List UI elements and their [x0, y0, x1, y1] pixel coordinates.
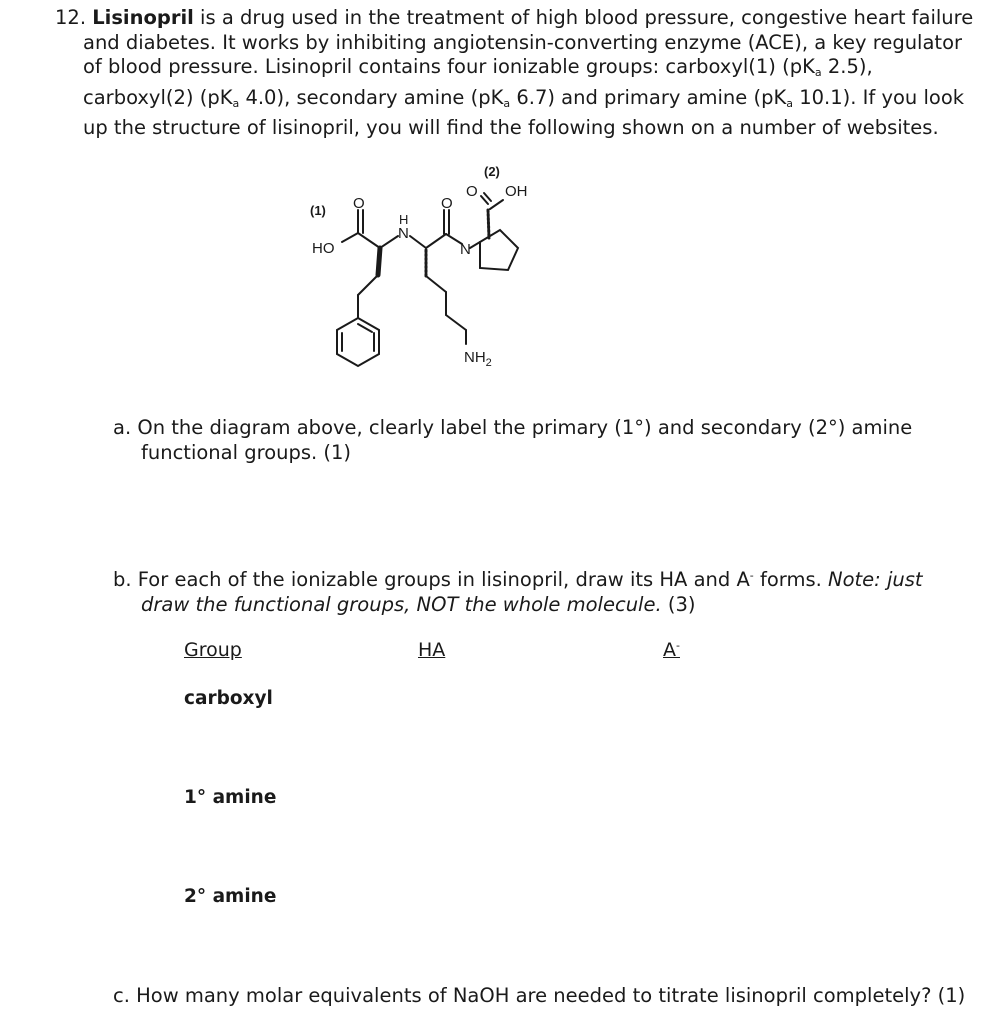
oxygen-left: O [353, 195, 365, 212]
nh2-label [464, 349, 492, 369]
bond [358, 233, 380, 248]
label-carboxyl-1: (1) [310, 203, 326, 218]
column-header-a-minus [663, 639, 680, 661]
question-line-4 [55, 85, 965, 117]
part-b-line-1 [113, 564, 923, 593]
pyrrolidine-ring [480, 230, 518, 270]
a-minus-superscript: - [749, 569, 754, 582]
bond [342, 233, 358, 242]
pka-subscript: a [786, 96, 794, 110]
part-c: c. How many molar equivalents of NaOH are needed to titrate lisinopril completely? (1) [113, 984, 966, 1007]
question-line-2: and diabetes. It works by inhibiting angiotensin-converting enzyme (ACE), a key regulator [83, 30, 963, 54]
part-a [113, 416, 912, 465]
question-number: 12. [55, 6, 87, 29]
drug-name: Lisinopril [92, 6, 194, 29]
part-b-line-2 [113, 593, 923, 618]
pka-subscript: a [814, 66, 822, 79]
row-secondary-amine: 2° amine [184, 886, 277, 907]
part-b-note: Note: just [828, 568, 923, 591]
part-b-line-1a: b. For each of the ionizable groups in lisinopril, draw its HA and A [113, 568, 750, 591]
part-b [113, 564, 923, 617]
question-line-4b: 4.0), secondary amine (pK [239, 85, 504, 109]
lisinopril-structure [300, 160, 560, 370]
hashed-bond [488, 210, 489, 238]
part-a-line-2: functional groups. (1) [141, 440, 352, 464]
row-carboxyl: carboxyl [184, 688, 273, 709]
bond [358, 275, 378, 295]
nh-n: N [398, 225, 409, 242]
wedge-bond [378, 248, 380, 275]
bond [446, 315, 466, 330]
question-line-4d: 10.1). If you look [793, 85, 965, 109]
nh2-nh: NH [464, 349, 486, 366]
question-line-3 [55, 55, 935, 86]
a-label: A [663, 639, 676, 661]
pka-subscript: a [232, 96, 240, 110]
nh-h: H [399, 212, 409, 227]
bond [426, 276, 446, 292]
ho-label: HO [312, 240, 335, 257]
label-carboxyl-2: (2) [484, 164, 500, 179]
oxygen-right: O [466, 183, 478, 200]
question-text [55, 6, 974, 141]
part-a-line-1: a. On the diagram above, clearly label the primary (1°) and secondary (2°) amine [113, 416, 913, 439]
question-line-1-text: is a drug used in the treatment of high blood pressure, congestive heart failure [193, 6, 974, 29]
part-b-line-1b: forms. [753, 568, 829, 591]
question-line-5: up the structure of lisinopril, you will find the following shown on a number of websites. [83, 116, 939, 139]
bond [490, 200, 503, 209]
column-header-group: Group [184, 639, 242, 661]
question-line-4a: carboxyl(2) (pK [83, 85, 233, 109]
column-header-ha: HA [418, 639, 446, 661]
bond [470, 242, 480, 248]
question-line-4c: 6.7) and primary amine (pK [510, 85, 787, 109]
nh2-subscript: 2 [485, 357, 492, 369]
bond [426, 234, 446, 248]
oh-label: OH [505, 183, 528, 200]
ring-nitrogen: N [460, 241, 471, 258]
question-line-1 [55, 6, 974, 31]
question-line-3b: 2.5), [821, 55, 873, 78]
bond [380, 236, 398, 248]
question-line-3a: of blood pressure. Lisinopril contains four ionizable groups: carboxyl(1) (pK [83, 55, 815, 78]
bond [410, 236, 426, 248]
oxygen-amide: O [441, 195, 453, 212]
benzene-ring [337, 318, 379, 366]
pka-subscript: a [503, 96, 511, 110]
a-minus-superscript: - [676, 639, 680, 652]
part-b-points: (3) [661, 592, 696, 616]
row-primary-amine: 1° amine [184, 787, 277, 808]
part-b-note-continued: draw the functional groups, NOT the whole molecule. [141, 592, 662, 616]
